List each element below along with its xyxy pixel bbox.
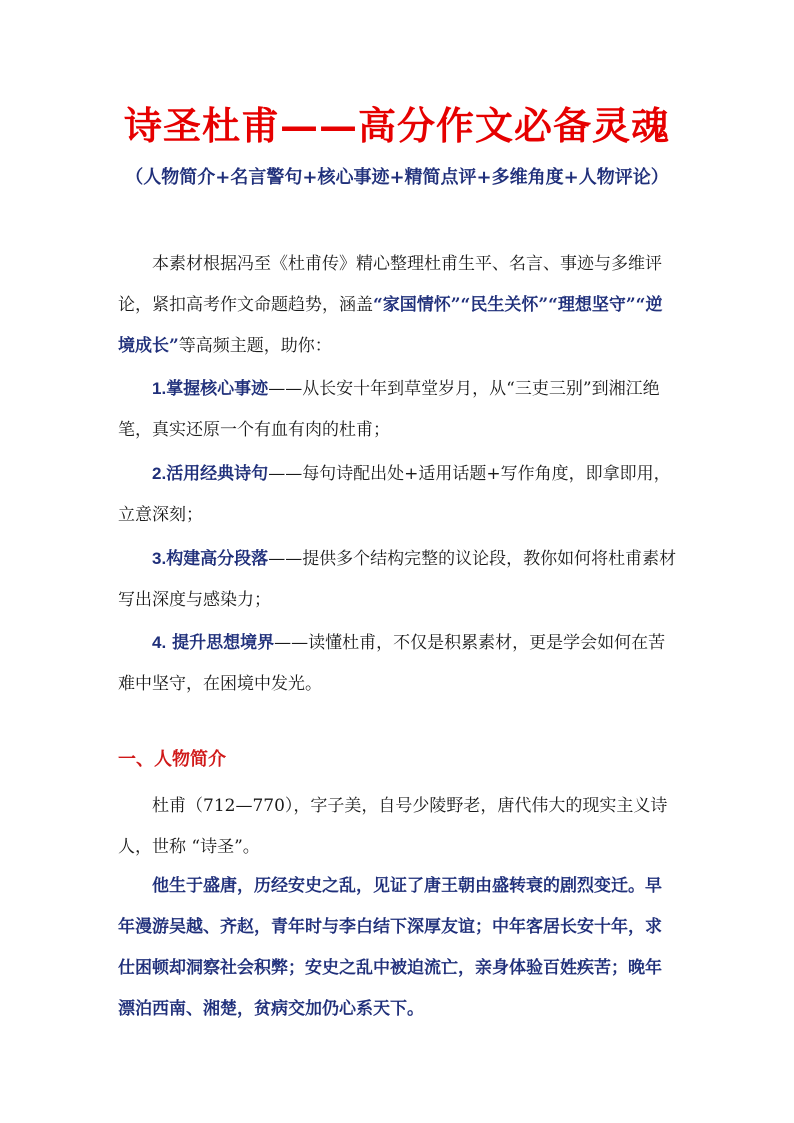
intro-text-1: 本素材根据冯至《杜甫传》精心整理杜甫生平、名言、事迹与多维评论，紧扣高考作文命题趋势，涵盖: [118, 254, 662, 315]
bio-detail-paragraph: 他生于盛唐，历经安史之乱，见证了唐王朝由盛转衰的剧烈变迁。早年漫游吴越、齐赵，青年时与李白结下深厚友谊；中年客居长安十年，求仕困顿却洞察社会积弊；安史之乱中被迫流亡，亲身体验百姓疾苦；晚年漂泊西南、湘楚，贫病交加仍心系天下。: [118, 876, 662, 1019]
point-number: 1.: [152, 379, 167, 398]
point-number: 3.: [152, 549, 167, 568]
intro-text-2: 等高频主题，助你：: [178, 336, 332, 356]
point-heading: 构建高分段落: [166, 549, 269, 569]
point-number: 4.: [152, 633, 167, 652]
page-subtitle: （人物简介+名言警句+核心事迹+精简点评+多维角度+人物评论）: [125, 167, 669, 188]
point-text: ——每句诗配出处+适用话题+写作角度，即拿即用，立意深刻；: [118, 464, 671, 525]
intro-themes: “家国情怀”“民生关怀”“理想坚守”“逆境成长”: [118, 295, 663, 356]
point-4: [118, 622, 678, 705]
section-heading: 一、人物简介: [118, 749, 226, 770]
point-heading: 提升思想境界: [166, 633, 275, 653]
bio-paragraph: 杜甫（712—770），字子美，自号少陵野老，唐代伟大的现实主义诗人，世称 “诗圣”。: [118, 796, 668, 857]
point-text: ——提供多个结构完整的议论段，教你如何将杜甫素材写出深度与感染力；: [118, 549, 677, 610]
point-2: [118, 453, 678, 536]
point-number: 2.: [152, 464, 167, 483]
point-heading: 掌握核心事迹: [166, 379, 269, 399]
intro-paragraph: [118, 244, 678, 367]
point-text: ——从长安十年到草堂岁月，从“三吏三别”到湘江绝笔，真实还原一个有血有肉的杜甫；: [118, 379, 660, 440]
page-title: 诗圣杜甫——高分作文必备灵魂: [123, 103, 670, 148]
point-heading: 活用经典诗句: [166, 464, 269, 484]
point-text: ——读懂杜甫，不仅是积累素材，更是学会如何在苦难中坚守，在困境中发光。: [118, 633, 666, 694]
point-1: [118, 368, 678, 451]
point-3: [118, 538, 678, 621]
